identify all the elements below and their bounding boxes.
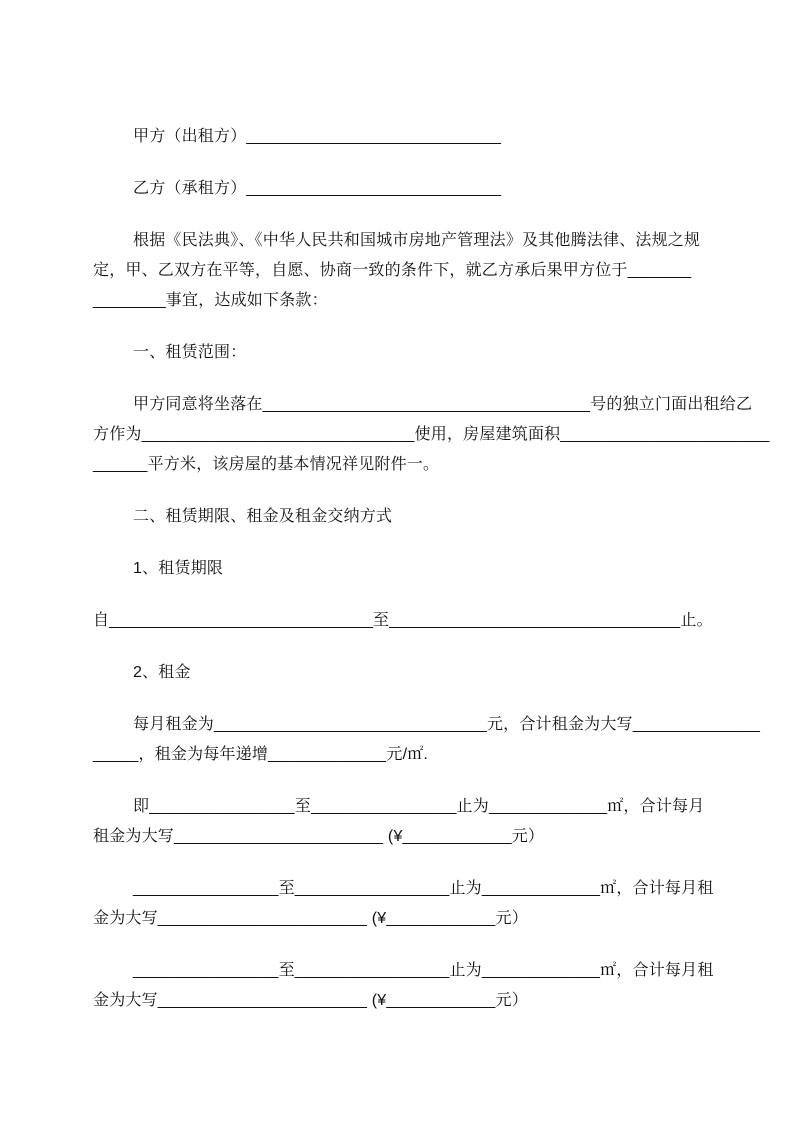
section-1-body-line-1: 甲方同意将坐落在____________________________________号的独立门面出租给乙 <box>133 396 753 413</box>
preamble-line-1: 根据《民法典》、《中华人民共和国城市房地产管理法》及其他腾法律、法规之规 <box>133 232 701 249</box>
rent-line-1: 每月租金为______________________________元，合计租金为大写______________ <box>133 716 761 733</box>
rent-period-1-line-1: 即________________至________________止为_____________㎡，合计每月 <box>133 798 705 815</box>
rent-period-3-line-2: 金为大写_______________________ (¥____________元） <box>93 992 528 1009</box>
preamble-line-3: ________事宜，达成如下条款： <box>93 292 328 309</box>
section-1-body-line-3: ______平方米，该房屋的基本情况祥见附件一。 <box>93 456 440 473</box>
rent-line-2: _____，租金为每年递增_____________元/㎡. <box>93 746 429 763</box>
rent-period-1-line-2: 租金为大写_______________________ (¥____________元） <box>93 828 545 845</box>
section-1-body-line-2: 方作为______________________________使用，房屋建筑面积_______________________ <box>93 426 770 443</box>
lease-term-line: 自_____________________________至________________________________止。 <box>93 612 713 629</box>
preamble-line-2: 定，甲、乙双方在平等，自愿、协商一致的条件下，就乙方承后果甲方位于_______ <box>93 262 692 279</box>
party-a-line: 甲方（出租方）____________________________ <box>133 128 502 145</box>
party-b-line: 乙方（承租方）____________________________ <box>133 180 502 197</box>
rent-period-3-line-1: ________________至_________________止为_____________㎡，合计每月租 <box>133 962 714 979</box>
clause-1-heading: 1、租赁期限 <box>133 560 224 577</box>
rent-period-2-line-1: ________________至_________________止为_____________㎡，合计每月租 <box>133 880 714 897</box>
clause-2-heading: 2、租金 <box>133 664 191 681</box>
section-2-heading: 二、租赁期限、租金及租金交纳方式 <box>133 508 393 525</box>
rent-period-2-line-2: 金为大写_______________________ (¥____________元） <box>93 910 528 927</box>
section-1-heading: 一、租赁范围： <box>133 344 247 361</box>
